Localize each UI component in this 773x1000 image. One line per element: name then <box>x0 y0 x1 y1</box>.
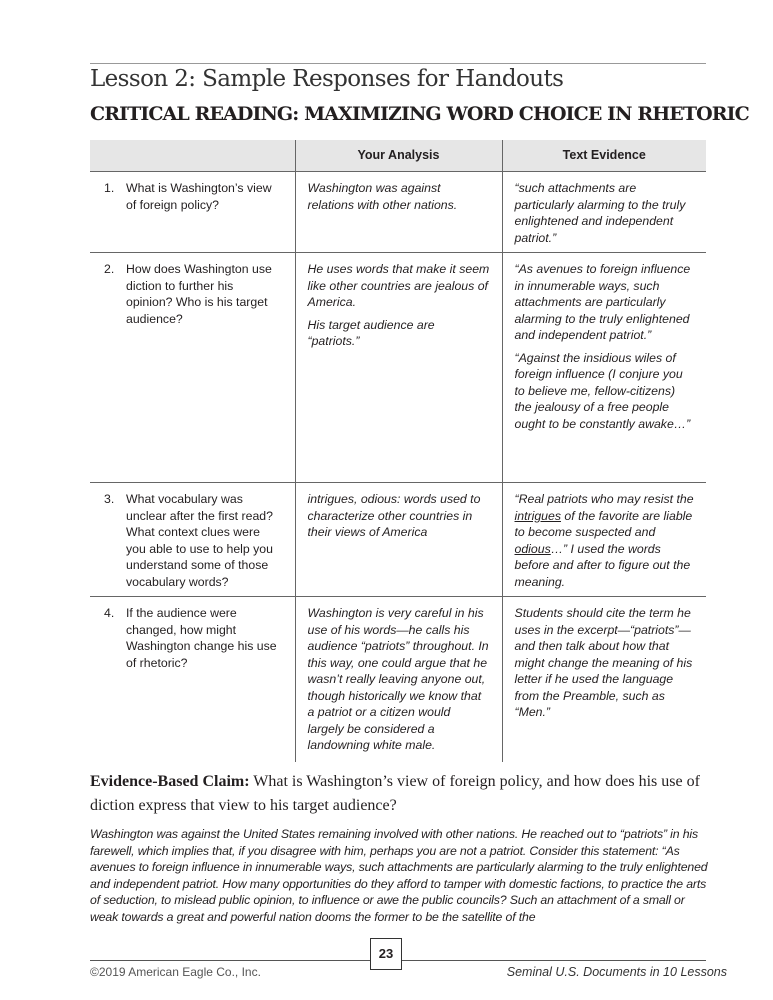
response-table <box>90 140 706 762</box>
table-row <box>90 253 706 483</box>
evidence-text: “Real patriots who may resist the intrigues of the favorite are liable to become suspected and odious…” I used the words before and after to figure out the meaning. <box>514 492 694 589</box>
evidence-text: “such attachments are particularly alarming to the truly enlightened and independent patriot.” <box>514 181 686 245</box>
analysis-text: intrigues, odious: words used to characterize other countries in their views of America <box>307 492 481 539</box>
question: 1. What is Washington’s view of foreign policy? <box>104 181 272 212</box>
table-row <box>90 483 706 597</box>
table-row <box>90 597 706 762</box>
analysis-text: Washington is very careful in his use of his words—he calls his audience “patriots” throughout. In this way, one could argue that he wasn’t really leaving anyone out, though historically we know that a patriot or a citizen would largely be considered a landowning white male. <box>307 606 489 752</box>
underlined-term: odious <box>514 541 551 556</box>
column-header-question <box>90 140 295 172</box>
column-header-evidence: Text Evidence <box>502 140 706 172</box>
analysis-text: Washington was against relations with other nations. <box>307 181 458 212</box>
column-header-analysis: Your Analysis <box>295 140 502 172</box>
table-row <box>90 172 706 253</box>
page-title: Lesson 2: Sample Responses for Handouts <box>90 66 564 92</box>
analysis-text: He uses words that make it seem like other countries are jealous of America. <box>307 262 490 309</box>
evidence-text: “As avenues to foreign influence in innumerable ways, such attachments are particularly alarming to the truly enlightened and independent patriot.” <box>514 262 691 342</box>
claim-label: Evidence-Based Claim: <box>90 773 250 790</box>
evidence-text: “Against the insidious wiles of foreign influence (I conjure you to believe me, fellow-citizens) the jealousy of a free people ought to be constantly awake…” <box>514 350 691 431</box>
question: 2. How does Washington use diction to further his opinion? Who is his target audience? <box>104 262 272 326</box>
evidence-text: Students should cite the term he uses in the excerpt—“patriots”—and then talk about how that might change the meaning of his letter if he used the language from the Preamble, such as “Men.” <box>514 606 693 719</box>
evidence-based-claim <box>90 770 710 818</box>
question: 3. What vocabulary was unclear after the first read? What context clues were you able to use to help you understand some of those vocabulary words? <box>104 492 273 589</box>
question: 4. If the audience were changed, how might Washington change his use of rhetoric? <box>104 606 277 670</box>
analysis-text: His target audience are “patriots.” <box>307 317 435 348</box>
top-rule <box>90 63 706 64</box>
underlined-term: intrigues <box>514 508 561 523</box>
copyright: ©2019 American Eagle Co., Inc. <box>90 965 261 979</box>
page-number-scroll-icon <box>370 938 402 970</box>
book-title: Seminal U.S. Documents in 10 Lessons <box>506 965 727 979</box>
table-header <box>90 140 706 172</box>
claim-prompt: What is Washington’s view of foreign policy, and how does his use of diction express that view to his target audience? <box>90 773 700 814</box>
page-number: 23 <box>378 946 394 961</box>
claim-answer: Washington was against the United States remaining involved with other nations. He reached out to “patriots” in his farewell, which implies that, if you disagree with him, perhaps you are not a patriot. Consider this statement: “As avenues to foreign influence in innumerable ways, such attachments are particularly alarming to the truly enlightened and independent patriot. How many opportunities do they afford to tamper with domestic factions, to practice the arts of seduction, to mislead public opinion, to influence or awe the public councils? Such an attachment of a small or weak towards a great and powerful nation dooms the former to be the satellite of the <box>90 827 708 924</box>
section-heading: CRITICAL READING: MAXIMIZING WORD CHOICE IN RHETORIC <box>90 103 749 125</box>
